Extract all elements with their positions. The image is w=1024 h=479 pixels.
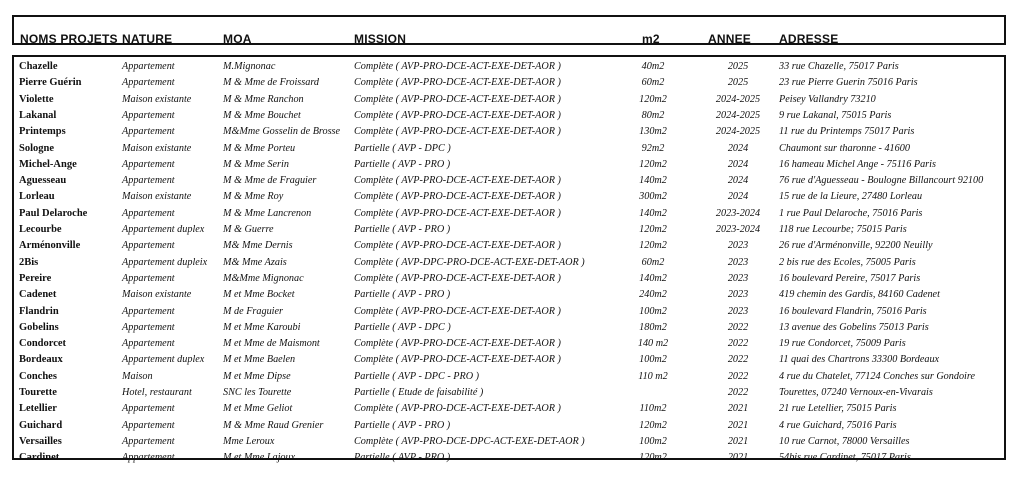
project-area: 80m2 (641, 109, 665, 121)
project-address: Chaumont sur tharonne - 41600 (779, 142, 910, 154)
project-nature: Appartement (122, 321, 175, 333)
project-mission: Partielle ( AVP - PRO ) (354, 224, 451, 235)
project-address: 16 hameau Michel Ange - 75116 Paris (779, 158, 936, 170)
table-row (14, 173, 1004, 189)
project-nature: Appartement (122, 175, 175, 187)
project-address: 4 rue Guichard, 75016 Paris (779, 419, 897, 431)
project-nature: Appartement (122, 240, 175, 252)
project-nature: Appartement dupleix (122, 256, 208, 268)
project-area: 300m2 (639, 191, 667, 203)
project-name: Conches (19, 370, 57, 382)
table-row (14, 369, 1004, 385)
project-area: 140 m2 (637, 338, 669, 350)
table-row (14, 157, 1004, 173)
project-nature: Appartement (122, 77, 175, 89)
project-address: 4 rue du Chatelet, 77124 Conches sur Gondoire (779, 370, 975, 382)
project-area: 120m2 (639, 224, 667, 235)
project-nature: Appartement (122, 305, 175, 317)
table-row (14, 238, 1004, 254)
project-name: Printemps (19, 126, 66, 138)
project-year: 2021 (727, 403, 749, 415)
project-address: 23 rue Pierre Guerin 75016 Paris (779, 77, 918, 89)
project-moa: M & Mme Roy (223, 191, 284, 203)
project-name: 2Bis (19, 256, 39, 268)
project-address: 9 rue Lakanal, 75015 Paris (779, 109, 892, 121)
project-area: 120m2 (639, 240, 667, 252)
project-moa: M et Mme Lajoux (223, 452, 296, 464)
project-name: Michel-Ange (19, 158, 77, 170)
project-name: Lakanal (19, 109, 57, 121)
project-moa: M& Mme Dernis (223, 240, 293, 252)
project-area: 92m2 (641, 142, 665, 154)
project-name: Tourette (19, 387, 57, 398)
project-name: Letellier (19, 403, 57, 415)
project-nature: Appartement (122, 207, 175, 219)
table-row (14, 75, 1004, 91)
project-year: 2022 (727, 387, 749, 398)
project-nature: Appartement (122, 61, 175, 72)
project-address: 76 rue d'Aguesseau - Boulogne Billancourt 92100 (779, 175, 984, 187)
project-year: 2023 (727, 256, 749, 268)
project-area: 130m2 (639, 126, 667, 138)
project-address: 15 rue de la Lieure, 27480 Lorleau (779, 191, 923, 203)
project-moa: M & Mme de Froissard (223, 77, 320, 89)
project-address: 54bis rue Cardinet, 75017 Paris (779, 452, 911, 464)
project-year: 2024 (727, 142, 749, 154)
project-area: 100m2 (639, 305, 667, 317)
project-name: Pierre Guérin (19, 77, 82, 89)
project-moa: M & Mme Serin (223, 158, 289, 170)
table-row (14, 320, 1004, 336)
project-mission: Partielle ( AVP - PRO ) (354, 289, 451, 301)
table-row (14, 108, 1004, 124)
project-year: 2021 (727, 435, 749, 447)
project-mission: Complète ( AVP-PRO-DCE-ACT-EXE-DET-AOR ) (354, 77, 561, 89)
project-moa: SNC les Tourette (223, 387, 292, 398)
project-nature: Appartement (122, 435, 175, 447)
project-year: 2024-2025 (715, 109, 761, 121)
project-address: Tourettes, 07240 Vernoux-en-Vivarais (779, 387, 933, 398)
project-mission: Partielle ( Etude de faisabilité ) (354, 387, 484, 398)
project-name: Bordeaux (19, 354, 63, 366)
project-moa: M et Mme Dipse (223, 370, 291, 382)
project-address: 1 rue Paul Delaroche, 75016 Paris (779, 207, 923, 219)
project-year: 2022 (727, 338, 749, 350)
project-moa: M& Mme Azais (223, 256, 287, 268)
project-area: 120m2 (639, 93, 667, 105)
project-name: Cadenet (19, 289, 57, 301)
project-name: Condorcet (19, 338, 67, 350)
project-nature: Appartement (122, 403, 175, 415)
header-year: ANNEE (708, 32, 752, 46)
project-area: 60m2 (641, 256, 665, 268)
project-nature: Hotel, restaurant (122, 387, 192, 398)
project-area: 60m2 (641, 77, 665, 89)
project-area: 100m2 (639, 354, 667, 366)
table-row (14, 336, 1004, 352)
table-row (14, 92, 1004, 108)
project-name: Aguesseau (19, 175, 67, 187)
project-nature: Appartement duplex (122, 354, 205, 366)
project-moa: M & Mme Raud Grenier (223, 419, 324, 431)
project-mission: Partielle ( AVP - DPC ) (354, 142, 451, 154)
table-row (14, 450, 1004, 466)
header-moa: MOA (223, 32, 252, 46)
project-name: Paul Delaroche (19, 207, 88, 219)
project-address: 16 boulevard Pereire, 75017 Paris (779, 272, 921, 284)
project-nature: Maison existante (122, 289, 192, 301)
project-moa: M & Guerre (223, 224, 274, 235)
project-name: Flandrin (19, 305, 59, 317)
project-nature: Appartement duplex (122, 224, 205, 235)
project-moa: M & Mme Porteu (223, 142, 296, 154)
table-row (14, 434, 1004, 450)
table-row (14, 304, 1004, 320)
project-year: 2023-2024 (715, 224, 761, 235)
project-address: 26 rue d'Arménonville, 92200 Neuilly (779, 240, 933, 252)
header-m2: m2 (642, 32, 660, 46)
table-row (14, 141, 1004, 157)
project-year: 2022 (727, 354, 749, 366)
project-name: Arménonville (19, 240, 81, 252)
project-year: 2023 (727, 272, 749, 284)
header-name: NOMS PROJETS (20, 32, 118, 46)
project-year: 2021 (727, 419, 749, 431)
header-address: ADRESSE (779, 32, 839, 46)
table-row (14, 189, 1004, 205)
project-moa: M et Mme de Maismont (223, 338, 320, 350)
project-nature: Appartement (122, 126, 175, 138)
project-address: 21 rue Letellier, 75015 Paris (779, 403, 897, 415)
project-moa: M & Mme de Fraguier (223, 175, 317, 187)
project-nature: Appartement (122, 158, 175, 170)
project-nature: Maison existante (122, 93, 192, 105)
project-year: 2024-2025 (715, 93, 761, 105)
project-nature: Appartement (122, 109, 175, 121)
table-row (14, 222, 1004, 238)
project-name: Lecourbe (19, 224, 62, 235)
project-moa: M et Mme Karoubi (223, 321, 301, 333)
header-mission: MISSION (354, 32, 407, 46)
project-address: 2 bis rue des Ecoles, 75005 Paris (779, 256, 916, 268)
project-area: 120m2 (639, 452, 667, 464)
project-mission: Complète ( AVP-PRO-DCE-DPC-ACT-EXE-DET-AOR ) (354, 435, 585, 447)
table-row (14, 271, 1004, 287)
project-moa: M et Mme Baelen (223, 354, 296, 366)
project-year: 2022 (727, 321, 749, 333)
project-year: 2023 (727, 240, 749, 252)
project-mission: Complète ( AVP-PRO-DCE-ACT-EXE-DET-AOR ) (354, 403, 561, 415)
project-year: 2024 (727, 175, 749, 187)
project-name: Sologne (19, 142, 55, 154)
project-mission: Complète ( AVP-PRO-DCE-ACT-EXE-DET-AOR ) (354, 272, 561, 284)
project-name: Guichard (19, 419, 63, 431)
project-year: 2022 (727, 370, 749, 382)
project-address: 13 avenue des Gobelins 75013 Paris (779, 321, 929, 333)
project-area: 110 m2 (638, 370, 668, 382)
project-area: 100m2 (639, 435, 667, 447)
project-area: 120m2 (639, 419, 667, 431)
project-area: 240m2 (639, 289, 667, 301)
project-mission: Complète ( AVP-PRO-DCE-ACT-EXE-DET-AOR ) (354, 207, 561, 219)
project-area: 180m2 (639, 321, 667, 333)
project-address: 33 rue Chazelle, 75017 Paris (779, 61, 899, 72)
project-moa: M&Mme Mignonac (223, 272, 304, 284)
project-year: 2024 (727, 191, 749, 203)
project-address: 11 quai des Chartrons 33300 Bordeaux (779, 354, 940, 366)
table-header (12, 15, 1006, 45)
project-name: Lorleau (19, 191, 55, 203)
project-moa: M et Mme Geliot (223, 403, 293, 415)
project-moa: M.Mignonac (223, 61, 276, 72)
project-year: 2025 (727, 77, 749, 89)
table-body (12, 55, 1006, 464)
project-area: 140m2 (639, 207, 667, 219)
project-moa: M&Mme Gosselin de Brosse (223, 126, 341, 138)
project-nature: Maison existante (122, 191, 192, 203)
project-mission: Partielle ( AVP - PRO ) (354, 419, 451, 431)
project-area: 110m2 (639, 403, 667, 415)
project-moa: M de Fraguier (223, 305, 283, 317)
project-moa: M & Mme Lancrenon (223, 207, 312, 219)
project-year: 2025 (727, 61, 749, 72)
project-moa: M et Mme Bocket (223, 289, 295, 301)
project-mission: Complète ( AVP-PRO-DCE-ACT-EXE-DET-AOR ) (354, 305, 561, 317)
table-row (14, 401, 1004, 417)
project-year: 2024-2025 (715, 126, 761, 138)
project-name: Gobelins (19, 321, 59, 333)
project-nature: Maison (122, 370, 153, 382)
project-nature: Appartement (122, 419, 175, 431)
project-moa: Mme Leroux (223, 435, 275, 447)
project-mission: Partielle ( AVP - DPC - PRO ) (354, 370, 480, 382)
table-row (14, 124, 1004, 140)
project-name: Pereire (19, 272, 52, 284)
table-row (14, 385, 1004, 401)
project-nature: Appartement (122, 272, 175, 284)
project-mission: Complète ( AVP-PRO-DCE-ACT-EXE-DET-AOR ) (354, 93, 561, 105)
project-nature: Maison existante (122, 142, 192, 154)
project-mission: Complète ( AVP-PRO-DCE-ACT-EXE-DET-AOR ) (354, 191, 561, 203)
table-row (14, 59, 1004, 75)
project-area: 120m2 (639, 158, 667, 170)
table-row (14, 206, 1004, 222)
project-mission: Complète ( AVP-PRO-DCE-ACT-EXE-DET-AOR ) (354, 354, 561, 366)
project-area: 40m2 (641, 61, 665, 72)
project-nature: Appartement (122, 338, 175, 350)
header-nature: NATURE (122, 32, 173, 46)
project-nature: Appartement (122, 452, 175, 464)
project-mission: Complète ( AVP-PRO-DCE-ACT-EXE-DET-AOR ) (354, 175, 561, 187)
project-address: 118 rue Lecourbe; 75015 Paris (779, 224, 907, 235)
project-year: 2023 (727, 305, 749, 317)
project-mission: Complète ( AVP-PRO-DCE-ACT-EXE-DET-AOR ) (354, 61, 561, 72)
table-row (14, 352, 1004, 368)
project-mission: Partielle ( AVP - DPC ) (354, 321, 451, 333)
project-address: 11 rue du Printemps 75017 Paris (779, 126, 915, 138)
project-mission: Complète ( AVP-PRO-DCE-ACT-EXE-DET-AOR ) (354, 240, 561, 252)
project-mission: Complète ( AVP-PRO-DCE-ACT-EXE-DET-AOR ) (354, 126, 561, 138)
project-address: 419 chemin des Gardis, 84160 Cadenet (779, 289, 940, 301)
project-year: 2024 (727, 158, 749, 170)
project-moa: M & Mme Bouchet (223, 109, 301, 121)
project-area: 140m2 (639, 272, 667, 284)
project-name: Cardinet (19, 452, 60, 464)
project-moa: M & Mme Ranchon (223, 93, 304, 105)
project-mission: Complète ( AVP-PRO-DCE-ACT-EXE-DET-AOR ) (354, 338, 561, 350)
project-mission: Complète ( AVP-PRO-DCE-ACT-EXE-DET-AOR ) (354, 109, 561, 121)
project-mission: Partielle ( AVP - PRO ) (354, 158, 451, 170)
project-year: 2021 (727, 452, 749, 464)
table-row (14, 255, 1004, 271)
project-mission: Complète ( AVP-DPC-PRO-DCE-ACT-EXE-DET-AOR ) (354, 256, 585, 268)
project-address: Peisey Vallandry 73210 (779, 93, 876, 105)
project-name: Violette (19, 93, 54, 105)
table-row (14, 418, 1004, 434)
project-name: Chazelle (19, 61, 58, 72)
project-area: 140m2 (639, 175, 667, 187)
project-mission: Partielle ( AVP - PRO ) (354, 452, 451, 464)
project-address: 10 rue Carnot, 78000 Versailles (779, 435, 910, 447)
project-name: Versailles (19, 435, 62, 447)
project-address: 19 rue Condorcet, 75009 Paris (779, 338, 906, 350)
project-year: 2023-2024 (715, 207, 761, 219)
project-address: 16 boulevard Flandrin, 75016 Paris (779, 305, 927, 317)
project-year: 2023 (727, 289, 749, 301)
table-row (14, 287, 1004, 303)
